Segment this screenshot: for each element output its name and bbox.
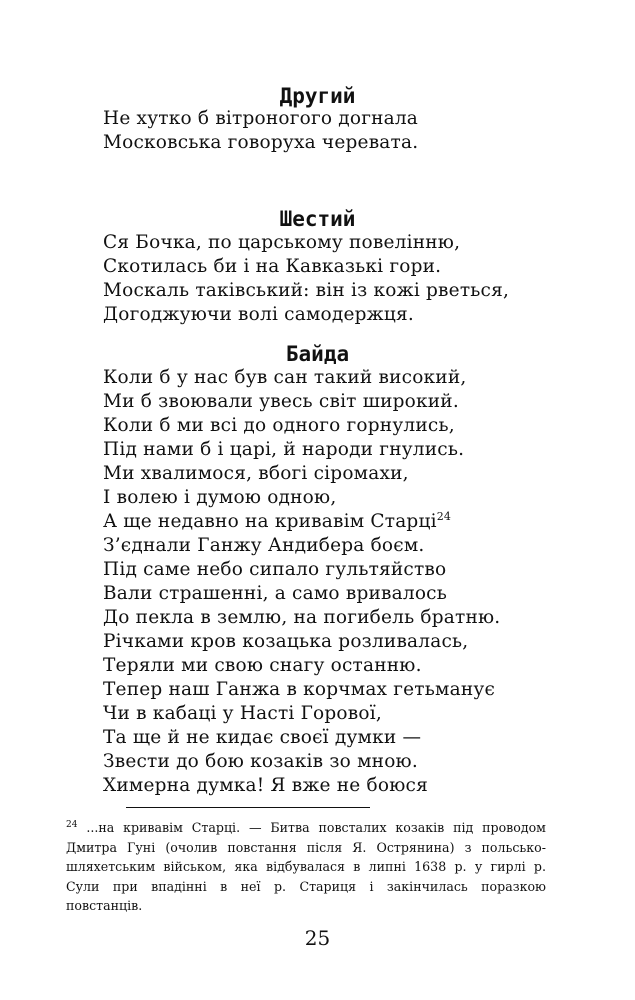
footnote-reference[interactable]: 24 (436, 510, 452, 523)
verse-line: Скотилась би і на Кавказькі гори. (103, 256, 442, 277)
verse-line: З’єднали Ганжу Андибера боєм. (103, 535, 425, 556)
verse-line: Не хутко б вітроногого догнала (103, 108, 419, 129)
verse-line: Вали страшенні, а само вривалось (103, 583, 448, 604)
verse-line: Химерна думка! Я вже не боюся (103, 775, 428, 796)
verse-line-with-footnote (103, 510, 623, 534)
verse-baida (103, 366, 623, 798)
verse-line: Чи в кабаці у Насті Горової, (103, 703, 382, 724)
verse-line: І волею і думою одною, (103, 487, 337, 508)
verse-line: Тепер наш Ганжа в корчмах гетьманує (103, 679, 496, 700)
verse-shestyi (103, 231, 623, 327)
footnote-line (66, 818, 546, 838)
footnote-divider (126, 807, 370, 808)
verse-line: Ми хвалимося, вбогі сіромахи, (103, 463, 409, 484)
verse-line: Коли б ми всі до одного горнулись, (103, 415, 455, 436)
verse-line: Москаль таківський: він із кожі рветься, (103, 280, 510, 301)
verse-line: Звести до бою козаків зо мною. (103, 751, 418, 772)
verse-line: До пекла в землю, на погибель братню. (103, 607, 501, 628)
section-title-baida: Байда (285, 342, 350, 366)
section-title-shestyi: Шестий (279, 207, 356, 231)
verse-line-text: А ще недавно на кривавім Старці (103, 511, 437, 532)
verse-line: Ся Бочка, по царському повелінню, (103, 232, 461, 253)
page-number: 25 (304, 926, 331, 950)
verse-line: Московська говоруха черевата. (103, 132, 419, 153)
verse-line: Ми б звоювали увесь світ широкий. (103, 391, 459, 412)
footnote-number: 24 (66, 820, 78, 830)
footnote-line: Дмитра Гуні (очолив повстання після Я. Острянина) з польсько- (66, 839, 546, 855)
footnote-line: Сули при впадінні в неї р. Стариця і закінчилась поразкою (66, 878, 546, 894)
verse-line: Під нами б і царі, й народи гнулись. (103, 439, 465, 460)
section-title-drugyi: Другий (279, 84, 356, 108)
verse-line: Та ще й не кидає своєї думки — (103, 727, 422, 748)
footnote-line: повстанців. (66, 898, 143, 913)
footnote-text: ...на кривавім Старці. — Битва повсталих козаків під проводом (86, 820, 546, 835)
verse-line: Теряли ми свою снагу останню. (103, 655, 422, 676)
verse-line: Під саме небо сипало гультяйство (103, 559, 447, 580)
footnote-line: шляхетським військом, яка відбувалася в липні 1638 р. у гирлі р. (66, 859, 546, 874)
verse-line: Коли б у нас був сан такий високий, (103, 367, 467, 388)
footnote (66, 818, 546, 916)
verse-line: Догоджуючи волі самодержця. (103, 304, 414, 325)
verse-drugyi (103, 107, 623, 155)
verse-line: Річками кров козацька розливалась, (103, 631, 469, 652)
